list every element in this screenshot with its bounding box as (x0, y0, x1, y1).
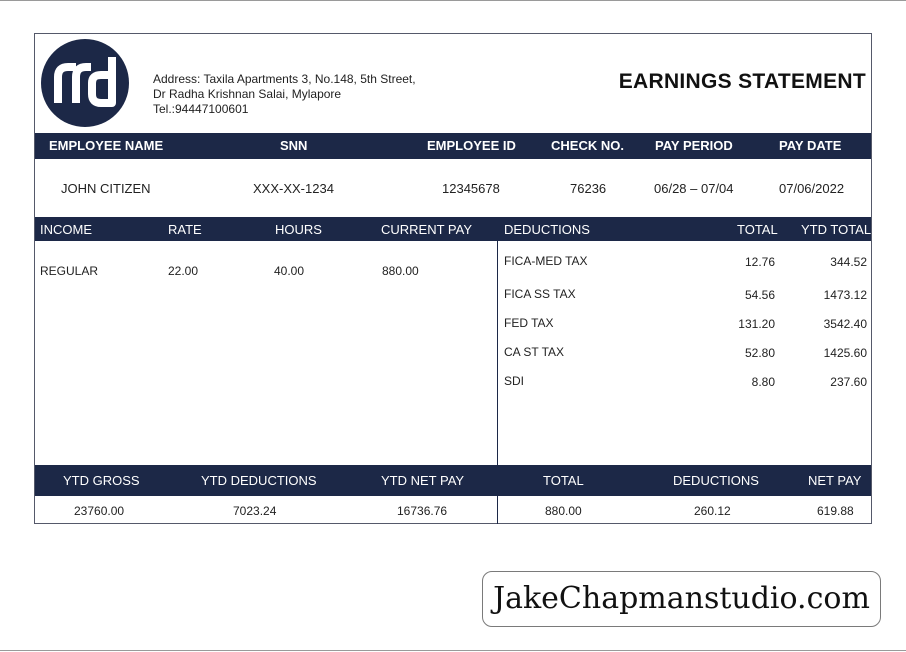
header-ytd-net-pay: YTD NET PAY (381, 473, 465, 488)
employee-header-bar (35, 133, 871, 159)
company-address (153, 72, 416, 117)
deductions-value: 260.12 (694, 504, 731, 518)
phone-line: Tel.:94447100601 (153, 102, 249, 116)
deduction-label: FICA SS TAX (504, 287, 576, 301)
header-income: INCOME (40, 222, 92, 237)
ytd-net-pay-value: 16736.76 (397, 504, 448, 518)
header-current-pay: CURRENT PAY (381, 222, 473, 237)
header-summary-deductions: DEDUCTIONS (673, 473, 759, 488)
rrd-logo-icon (41, 39, 129, 127)
address-line-1: Address: Taxila Apartments 3, No.148, 5th Street, (153, 72, 416, 86)
header-rate: RATE (168, 222, 202, 237)
header-employee-name: EMPLOYEE NAME (49, 138, 164, 153)
pay-date: 07/06/2022 (779, 181, 845, 196)
header-employee-id: EMPLOYEE ID (427, 138, 516, 153)
address-line-2: Dr Radha Krishnan Salai, Mylapore (153, 87, 342, 101)
income-rate: 22.00 (168, 264, 199, 278)
employee-ssn: XXX-XX-1234 (253, 181, 334, 196)
income-deductions-header-bar (35, 217, 871, 241)
deduction-ytd: 237.60 (830, 375, 867, 389)
deduction-label: SDI (504, 374, 525, 388)
total-value: 880.00 (545, 504, 582, 518)
deduction-total: 12.76 (744, 255, 775, 269)
deduction-ytd: 3542.40 (823, 317, 867, 331)
employee-id: 12345678 (442, 181, 500, 196)
header-ssn: SNN (280, 138, 308, 153)
deduction-ytd: 1425.60 (823, 346, 867, 360)
deduction-total: 131.20 (738, 317, 775, 331)
deduction-label: CA ST TAX (504, 345, 565, 359)
ytd-deductions-value: 7023.24 (233, 504, 277, 518)
header-hours: HOURS (275, 222, 322, 237)
top-divider (0, 0, 906, 1)
pay-period: 06/28 – 07/04 (654, 181, 734, 196)
statement-title: EARNINGS STATEMENT (618, 70, 866, 93)
deduction-label: FICA-MED TAX (504, 254, 588, 268)
header-ytd-gross: YTD GROSS (63, 473, 140, 488)
header-ytd-total: YTD TOTAL (801, 222, 872, 237)
header-ytd-deductions: YTD DEDUCTIONS (201, 473, 317, 488)
header-deductions: DEDUCTIONS (504, 222, 590, 237)
income-current-pay: 880.00 (382, 264, 419, 278)
header-summary-total: TOTAL (543, 473, 584, 488)
header-pay-period: PAY PERIOD (655, 138, 733, 153)
employee-name: JOHN CITIZEN (61, 181, 151, 196)
ytd-gross-value: 23760.00 (74, 504, 125, 518)
deduction-total: 52.80 (744, 346, 775, 360)
net-pay-value: 619.88 (817, 504, 854, 518)
watermark-text: JakeChapmanstudio.com (493, 581, 870, 616)
income-label: REGULAR (40, 264, 99, 278)
company-logo (41, 39, 129, 127)
deduction-label: FED TAX (504, 316, 554, 330)
bottom-divider (0, 650, 906, 651)
header-net-pay: NET PAY (808, 473, 862, 488)
header-total: TOTAL (737, 222, 778, 237)
deduction-ytd: 344.52 (830, 255, 867, 269)
studio-watermark (482, 571, 881, 627)
summary-header-bar (35, 465, 871, 496)
deduction-ytd: 1473.12 (823, 288, 867, 302)
header-pay-date: PAY DATE (779, 138, 842, 153)
income-hours: 40.00 (274, 264, 305, 278)
header-check-no: CHECK NO. (551, 138, 624, 153)
deduction-total: 8.80 (751, 375, 775, 389)
check-number: 76236 (570, 181, 607, 196)
deduction-total: 54.56 (744, 288, 775, 302)
